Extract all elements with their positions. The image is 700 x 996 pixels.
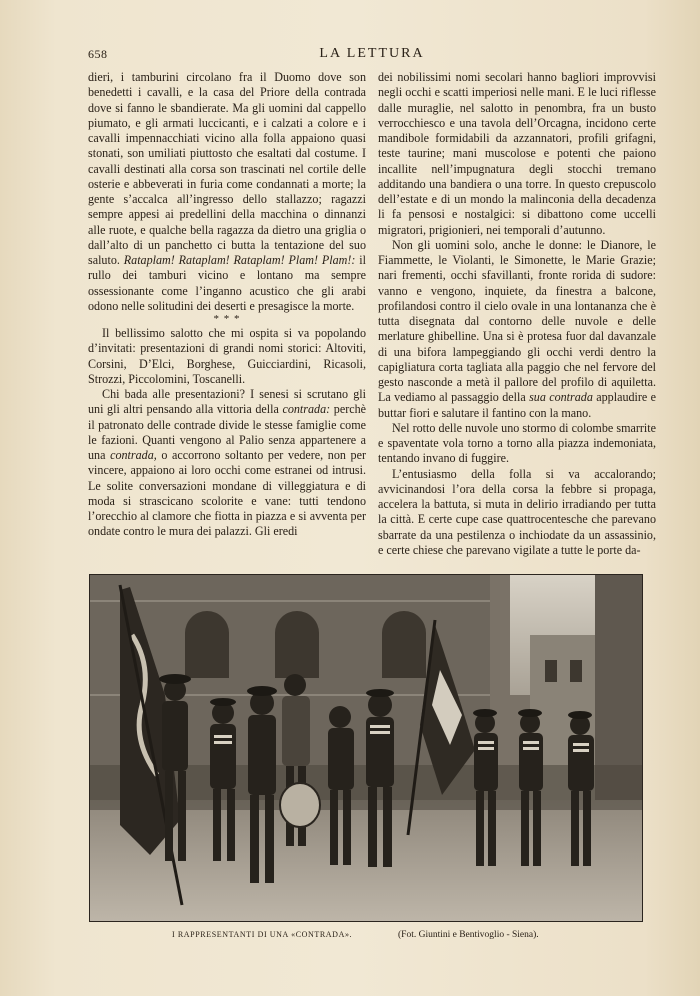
paragraph: Nel rotto delle nuvole uno stormo di colombe smarrite e spaventate vola torno a torno alla piazza indemoniata, tentando invano di fuggire. (378, 420, 656, 466)
paragraph: dieri, i tamburini circolano fra il Duomo dove son benedetti i cavalli, e la casa del Priore della contrada dove si fanno le sbandierate. Ma gli uomini dal cappello piumato, e gli armati luccicanti, e i calzati a colore e i cavalli impennacchiati vicino alla folla appaiono quasi stonati, son umiliati piuttosto che esaltati dal costume. I cavalli destinati alla corsa son trascinati nel cortile delle osterie e abbeverati in furia come condannati a morte; la gente s’accalca all’ingresso dello stallazzo; ragazzi sempre appesi ai predellini della macchina o dinnanzi alle ruote, e qualche bella ragazza da dietro una griglia o dall’alto di un panchetto ci butta la tentazione del suo saluto. Rataplam! Rataplam! Rataplam! Plam! Plam!: il rullo dei tamburi vicino e lontano ma sempre ossessionante come l’inganno acustico che gli arabi odono nelle solitudini dei deserti e presagisce la morte. (88, 70, 366, 313)
caption-title: I RAPPRESENTANTI DI UNA «CONTRADA». (172, 930, 353, 939)
right-text-column (378, 70, 656, 558)
photo-illustration (90, 575, 642, 921)
page-header (88, 44, 656, 66)
section-break-asterism: * * * (213, 313, 241, 325)
paragraph: Chi bada alle presentazioni? I senesi si scrutano gli uni gli altri pensando alla vittoria della contrada: perchè il patronato delle contrade divide le stesse famiglie come le fazioni. Quanti vengono al Palio senza appartenere a una contrada, o accorrono soltanto per vedere, non per vincere, appaiono ai loro occhi come estranei od intrusi. Le solite conversazioni mondane di villeggiatura e di moda si strascicano scolorite e vane: tutti tendono l’orecchio al clamore che fiotta in piazza e si avventa per ondate contro le mura dei palazzi. Gli eredi (88, 387, 367, 539)
photo-credit: (Fot. Giuntini e Bentivoglio - Siena). (398, 930, 539, 940)
paragraph: L’entusiasmo della folla si va accalorando; avvicinandosi l’ora della corsa la febbre si propaga, accelera la battuta, si muta in delirio irradiando per tutta la città. E certe cupe case quattrocentesche che parevano sbarrate da una pestilenza o inchiodate da un assassinio, e certe chiese che parevano vigilate a tutte le porte da- (378, 466, 656, 557)
contrada-photograph (89, 574, 643, 922)
paragraph: Non gli uomini solo, anche le donne: le Dianore, le Fiammette, le Violanti, le Simonette, le Marie Grazie; nari frementi, occhi sfavillanti, fronte rorida di sudore: vanno e vengono, inquiete, da finestra a balcone, profilandosi contro il cielo ovale in una lontananza che è tutta disegnata dal contorno delle nuvole e delle merlature ghibelline. Una si è protesa fuor dal davanzale di una bifora lampeggiando gli occhi verdi dentro la capigliatura corta tagliata alla paggio che nel fervore del gesto nasconde a metà il pallore del profilo di aquiletta. La vediamo al passaggio della sua contrada applaudire e buttar fiori e salutare il fantino con la mano. (378, 237, 657, 420)
paragraph: dei nobilissimi nomi secolari hanno bagliori improvvisi negli occhi e scatti imperiosi nelle mani. E le luci riflesse dalle muraglie, nel salotto in penombra, fra un busto verrocchiesco e una tavola dell’Orcagna, incidono certe mandibole formidabili da azzannatori, profili grifagni, teste taurine; mani muscolose e potenti che paiono incallite nell’impugnatura degli stocchi tremano additando una bandiera o una torre. In questo crepuscolo dell’estate e di un mondo la malinconia della decadenza li fa pensosi e nostalgici: si dibattono come uccelli migratori, prigionieri, nei temporali d’autunno. (378, 70, 656, 237)
left-text-column (88, 70, 366, 540)
photo-caption (150, 930, 590, 944)
running-title: LA LETTURA (319, 46, 425, 61)
paragraph: Il bellissimo salotto che mi ospita si va popolando d’invitati: presentazioni di grandi nomi storici: Altoviti, Corsini, D’Elci, Borghese, Guicciardini, Ricasoli, Strozzi, Piccolomini, Toscanelli. (88, 326, 366, 386)
page-number: 658 (88, 47, 108, 61)
